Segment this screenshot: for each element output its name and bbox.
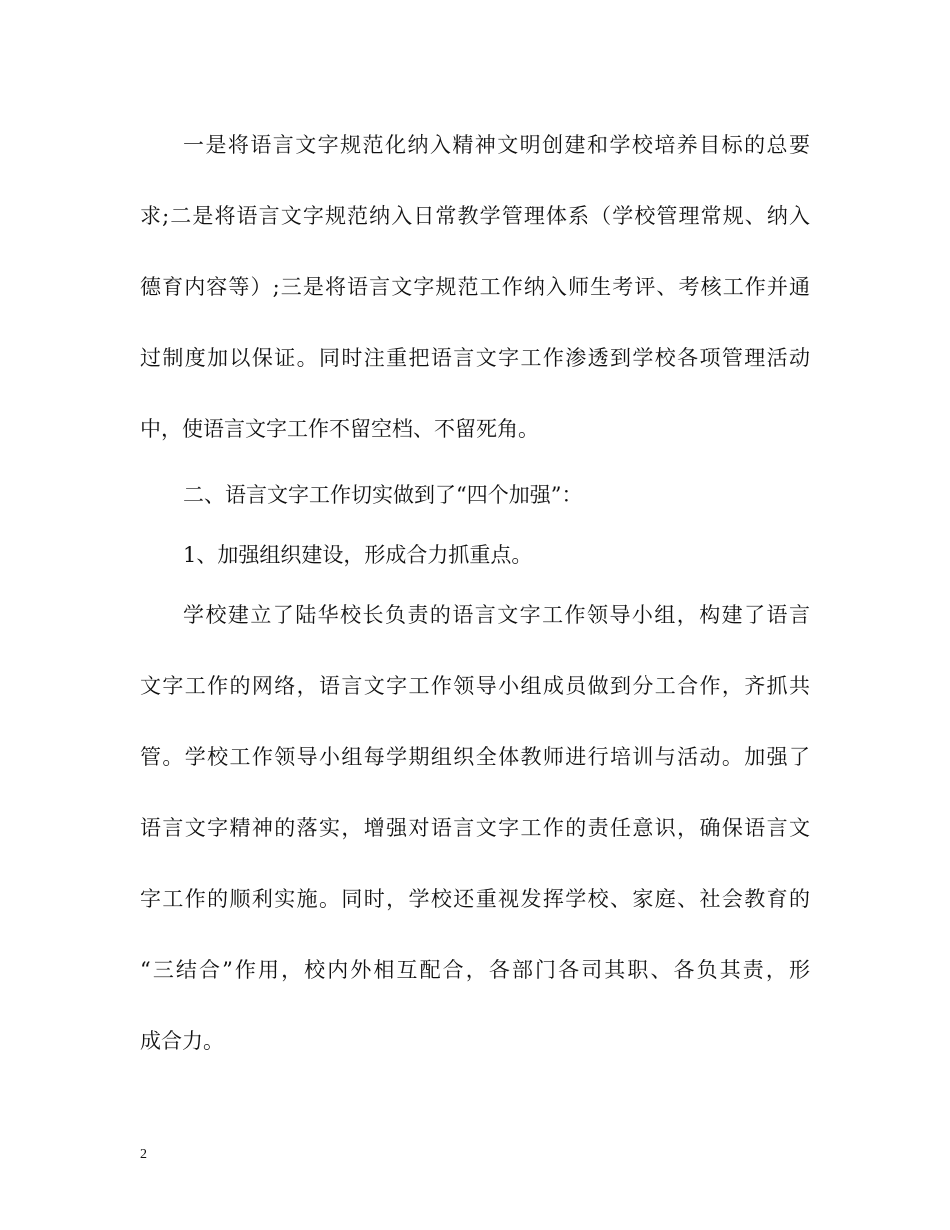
paragraph-line: 过制度加以保证。同时注重把语言文字工作渗透到学校各项管理活动: [140, 346, 810, 370]
paragraph-line: 管。学校工作领导小组每学期组织全体教师进行培训与活动。加强了: [140, 745, 810, 769]
paragraph-line: 成合力。: [140, 1029, 224, 1053]
section-heading: 二、语言文字工作切实做到了“四个加强”：: [183, 483, 583, 507]
page-number: 2: [140, 1147, 147, 1162]
paragraph-line: 字工作的顺利实施。同时，学校还重视发挥学校、家庭、社会教育的: [140, 887, 810, 911]
paragraph-line: 学校建立了陆华校长负责的语言文字工作领导小组，构建了语言: [183, 603, 810, 627]
paragraph-line: 德育内容等）;三是将语言文字规范工作纳入师生考评、考核工作并通: [140, 275, 810, 299]
subsection-heading: 1、加强组织建设，形成合力抓重点。: [183, 543, 533, 567]
paragraph-line: 中，使语言文字工作不留空档、不留死角。: [140, 417, 539, 441]
paragraph-line: 一是将语言文字规范化纳入精神文明创建和学校培养目标的总要: [183, 133, 810, 157]
paragraph-line: 语言文字精神的落实，增强对语言文字工作的责任意识，确保语言文: [140, 816, 810, 840]
paragraph-line: “三结合”作用，校内外相互配合，各部门各司其职、各负其责，形: [140, 958, 810, 982]
paragraph-line: 求;二是将语言文字规范纳入日常教学管理体系（学校管理常规、纳入: [140, 204, 810, 228]
paragraph-line: 文字工作的网络，语言文字工作领导小组成员做到分工合作，齐抓共: [140, 674, 810, 698]
